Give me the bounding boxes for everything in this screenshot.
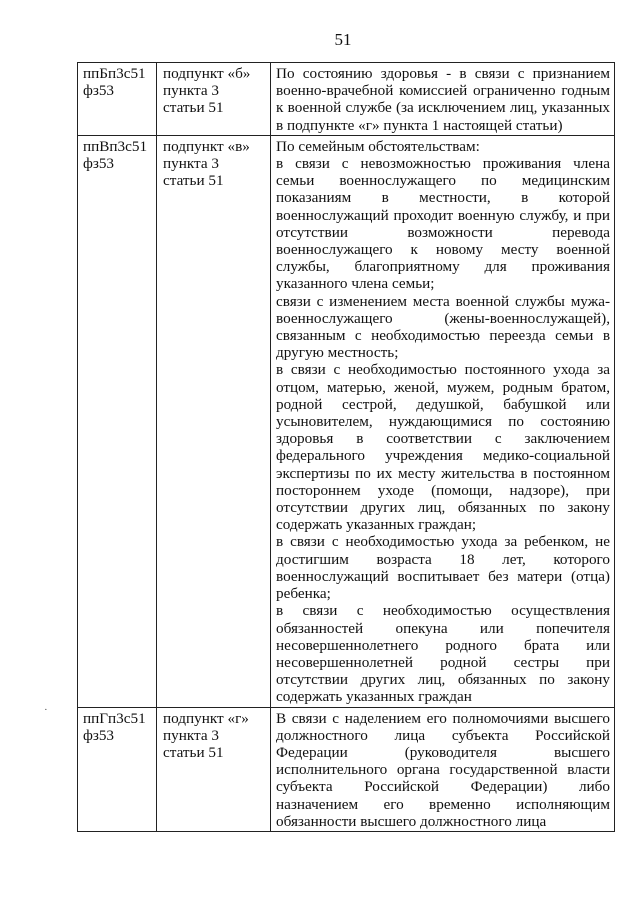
description-cell [271, 63, 615, 136]
description-paragraph: в связи с невозможностью проживания члена семьи военнослужащего по медицинским показаниям в местности, в которой военнослужащий проходит военную службу, и при отсутствии возможности перевода военнослужащего к новому месту военной службы, благоприятному для проживания указанного члена семьи; [276, 155, 610, 293]
page-number: 51 [334, 30, 352, 49]
article-reference: подпункт «г» пункта 3 статьи 51 [157, 707, 271, 831]
table-row [78, 707, 615, 831]
article-reference: подпункт «б» пункта 3 статьи 51 [157, 63, 271, 136]
description-paragraph: в связи с необходимостью осуществления обязанностей опекуна или попечителя несовершеннолетнего родного брата или несовершеннолетней родной сестры при отсутствии других лиц, обязанных по закону содержать указанных граждан [276, 602, 610, 706]
table-row [78, 135, 615, 707]
legal-codes-table [77, 62, 615, 832]
row-code: ппБп3с51 фз53 [78, 63, 157, 136]
description-cell [271, 135, 615, 707]
description-paragraph: В связи с наделением его полномочиями высшего должностного лица субъекта Российской Федерации (руководителя высшего исполнительного органа государственной власти субъекта Российской Федерации) либо назначением его временно исполняющим обязанности высшего должностного лица [276, 709, 610, 830]
description-paragraph: в связи с необходимостью постоянного ухода за отцом, матерью, женой, мужем, родным братом, родной сестрой, дедушкой, бабушкой или усыновителем, нуждающимися по состоянию здоровья в соответствии с заключением федерального учреждения медико-социальной экспертизы по их месту жительства в постоянном постороннем уходе (помощи, надзоре), при отсутствии других лиц, обязанных по закону содержать указанных граждан; [276, 361, 610, 534]
description-paragraph: в связи с необходимостью ухода за ребенком, не достигшим возраста 18 лет, которого военнослужащий воспитывает без матери (отца) ребенка; [276, 533, 610, 603]
row-code: ппВп3с51 фз53 [78, 135, 157, 707]
description-cell [271, 707, 615, 831]
description-paragraph: По семейным обстоятельствам: [276, 137, 480, 155]
table-row [78, 63, 615, 136]
row-code: ппГп3с51 фз53 [78, 707, 157, 831]
article-reference: подпункт «в» пункта 3 статьи 51 [157, 135, 271, 707]
description-paragraph: связи с изменением места военной службы мужа-военнослужащего (жены-военнослужащей), связанным с необходимостью переезда семьи в другую местность; [276, 292, 610, 362]
description-paragraph: По состоянию здоровья - в связи с признанием военно-врачебной комиссией ограниченно годным к военной службе (за исключением лиц, указанных в подпункте «г» пункта 1 настоящей статьи) [276, 65, 610, 134]
scan-dot-mark: · [44, 704, 48, 716]
